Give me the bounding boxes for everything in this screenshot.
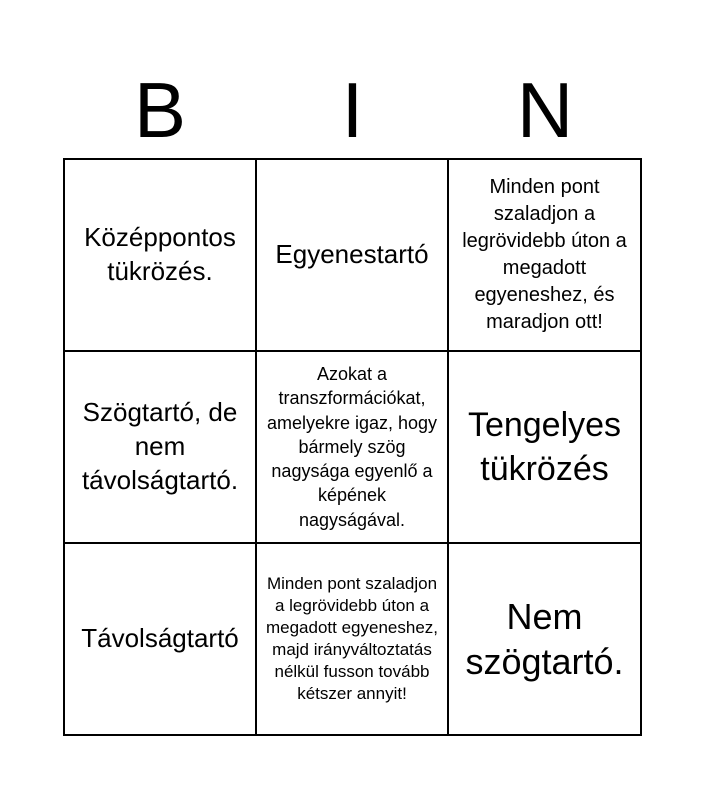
bingo-cell-r3c2[interactable] bbox=[257, 544, 449, 734]
cell-text: Távolságtartó bbox=[81, 623, 239, 654]
bingo-header bbox=[64, 62, 641, 158]
bingo-cell-r2c1[interactable] bbox=[65, 352, 257, 544]
cell-text: Tengelyes tükrözés bbox=[467, 405, 622, 488]
bingo-cell-r3c3[interactable] bbox=[449, 544, 640, 734]
cell-text: Középpontos tükrözés. bbox=[84, 222, 236, 286]
cell-text: Egyenestartó bbox=[275, 239, 429, 270]
cell-text: Minden pont szaladjon a legrövidebb úton a megadott egyeneshez, és maradjon ott! bbox=[462, 176, 627, 333]
cell-text: Azokat a transzformációkat, amelyekre igaz, hogy bármely szög nagysága egyenlő a képének nagyságával. bbox=[266, 363, 438, 530]
cell-text: Szögtartó, de nem távolságtartó. bbox=[81, 397, 239, 495]
header-letter-i: I bbox=[341, 66, 364, 154]
bingo-board bbox=[63, 158, 642, 736]
cell-text: Nem szögtartó. bbox=[465, 596, 624, 682]
header-letter-n: N bbox=[516, 66, 574, 154]
bingo-cell-r1c2[interactable] bbox=[257, 160, 449, 352]
bingo-cell-r3c1[interactable] bbox=[65, 544, 257, 734]
bingo-cell-r2c3[interactable] bbox=[449, 352, 640, 544]
header-letter-b: B bbox=[133, 66, 187, 154]
bingo-cell-r1c3[interactable] bbox=[449, 160, 640, 352]
bingo-cell-r2c2[interactable] bbox=[257, 352, 449, 544]
bingo-cell-r1c1[interactable] bbox=[65, 160, 257, 352]
cell-text: Minden pont szaladjon a legrövidebb úton a megadott egyeneshez, majd irányváltoztatás nélkül fusson tovább kétszer annyit! bbox=[265, 573, 438, 704]
